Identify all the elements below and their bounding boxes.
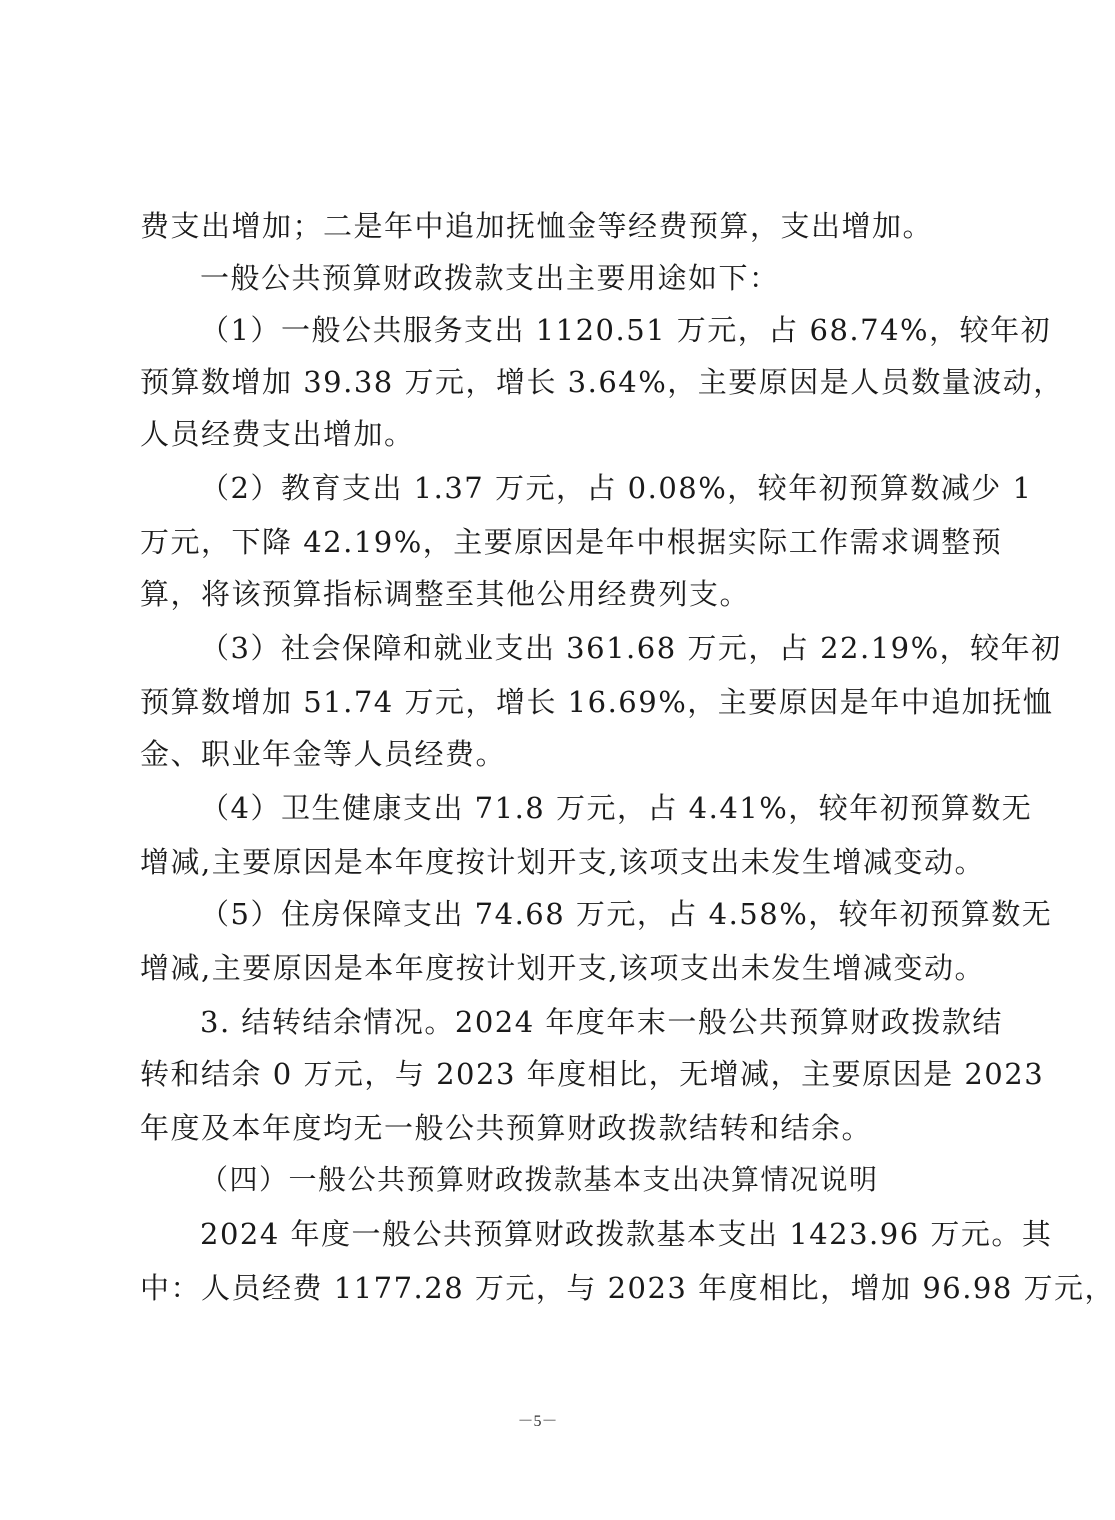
body-line: 人员经费支出增加。 [140, 417, 415, 451]
body-line: 金、职业年金等人员经费。 [140, 737, 507, 771]
body-line: 年度及本年度均无一般公共预算财政拨款结转和结余。 [140, 1111, 873, 1145]
body-line: 2024 年度一般公共预算财政拨款基本支出 1423.96 万元。其 [200, 1217, 1053, 1251]
body-line: 一般公共预算财政拨款支出主要用途如下： [200, 261, 780, 295]
body-line: （4）卫生健康支出 71.8 万元，占 4.41%，较年初预算数无 [200, 791, 1033, 825]
page-number: －5－ [517, 1413, 558, 1430]
body-line: （1）一般公共服务支出 1120.51 万元，占 68.74%，较年初 [200, 313, 1052, 347]
body-line: 3. 结转结余情况。2024 年度年末一般公共预算财政拨款结 [200, 1005, 1003, 1039]
body-line: 算，将该预算指标调整至其他公用经费列支。 [140, 577, 751, 611]
section-heading: （四）一般公共预算财政拨款基本支出决算情况说明 [200, 1163, 879, 1196]
body-line: （3）社会保障和就业支出 361.68 万元，占 22.19%，较年初 [200, 631, 1062, 665]
body-line: （2）教育支出 1.37 万元，占 0.08%，较年初预算数减少 1 [200, 471, 1033, 505]
body-line: 预算数增加 39.38 万元，增长 3.64%，主要原因是人员数量波动， [140, 365, 1064, 399]
body-line: 费支出增加；二是年中追加抚恤金等经费预算，支出增加。 [140, 209, 934, 243]
body-line: 预算数增加 51.74 万元，增长 16.69%，主要原因是年中追加抚恤 [140, 685, 1054, 719]
body-line: （5）住房保障支出 74.68 万元，占 4.58%，较年初预算数无 [200, 897, 1053, 931]
body-line: 中：人员经费 1177.28 万元，与 2023 年度相比，增加 96.98 万元， [140, 1271, 1115, 1305]
body-line: 万元，下降 42.19%，主要原因是年中根据实际工作需求调整预 [140, 525, 1003, 559]
body-line: 增减,主要原因是本年度按计划开支,该项支出未发生增减变动。 [140, 951, 985, 985]
body-line: 转和结余 0 万元，与 2023 年度相比，无增减，主要原因是 2023 [140, 1057, 1045, 1091]
body-line: 增减,主要原因是本年度按计划开支,该项支出未发生增减变动。 [140, 845, 985, 879]
